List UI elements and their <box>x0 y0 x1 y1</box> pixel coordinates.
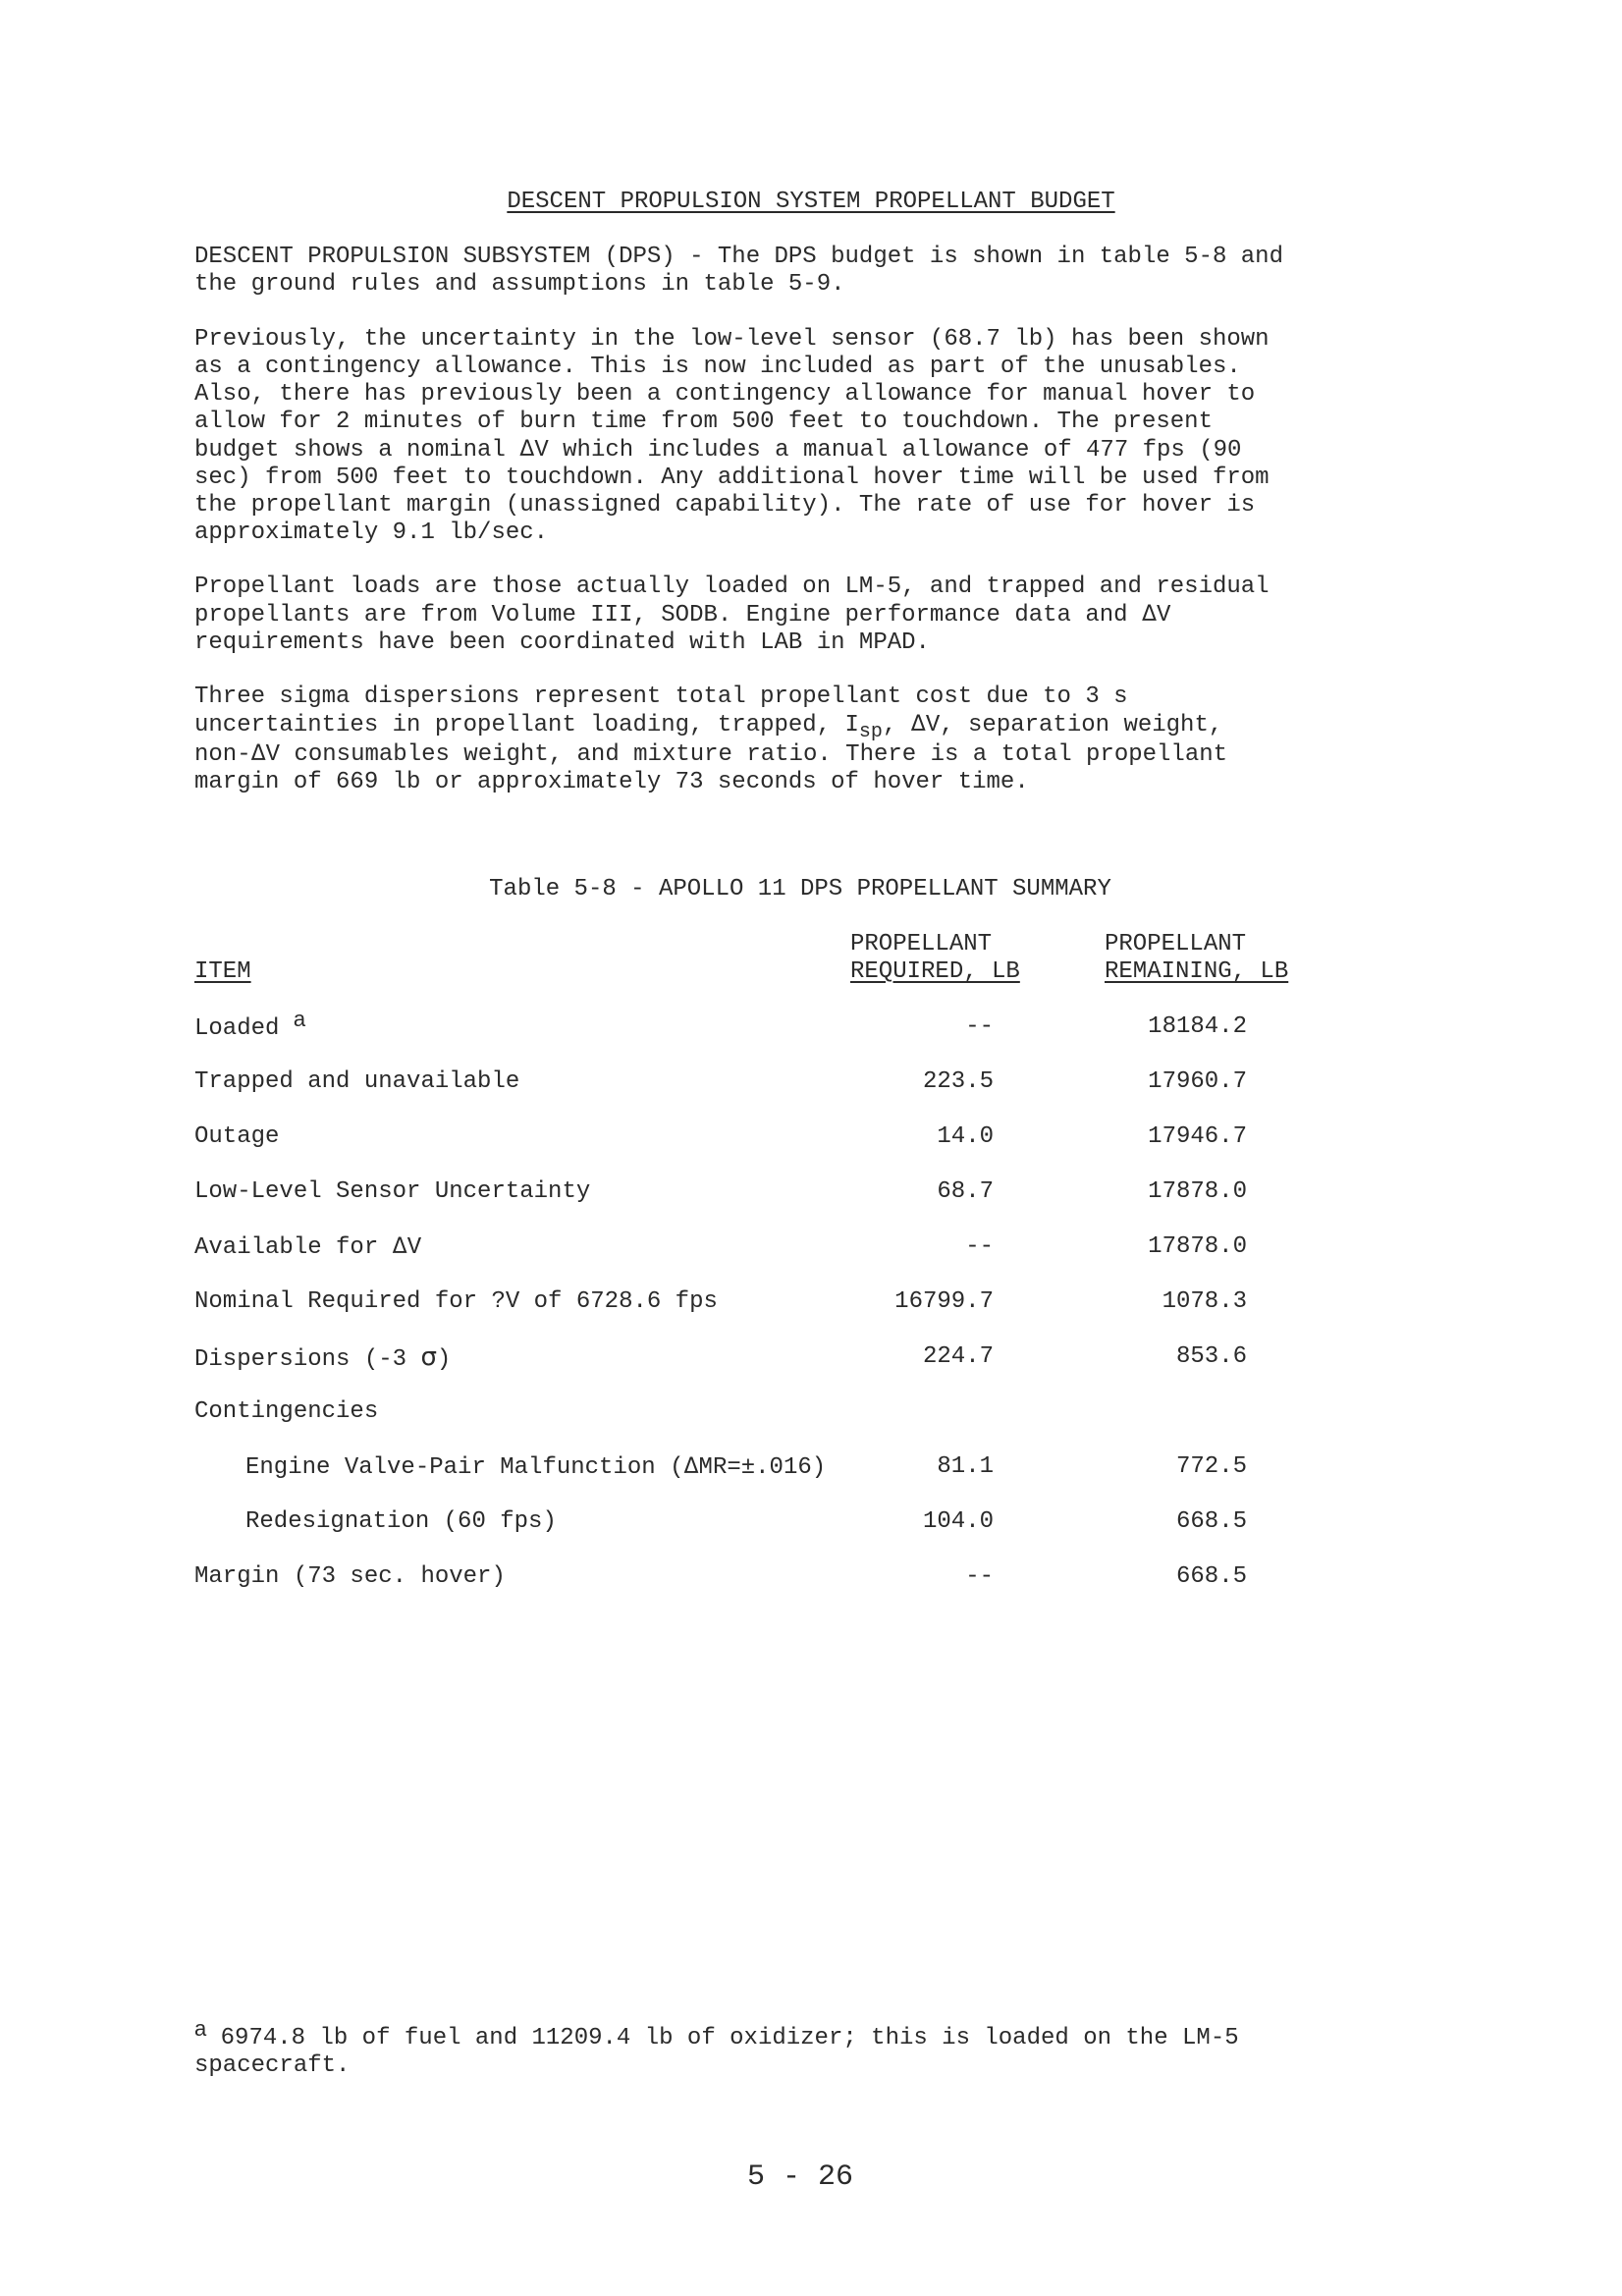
row-required: -- <box>965 1563 994 1590</box>
row-remaining: 17878.0 <box>1148 1178 1247 1205</box>
row-remaining: 1078.3 <box>1162 1288 1247 1315</box>
paragraph-line: non- <box>194 741 251 768</box>
row-required: 104.0 <box>922 1508 994 1535</box>
paragraph-line: the propellant margin (unassigned capability). The rate of use for hover is <box>194 492 1256 519</box>
footnote-line: 6974.8 lb of fuel and 11209.4 lb of oxidizer; this is loaded on the LM-5 <box>206 2025 1239 2051</box>
paragraph-line: V consumables weight, and mixture ratio. There is a total propellant <box>265 741 1228 768</box>
paragraph-line: Previously, the uncertainty in the low-level sensor (68.7 lb) has been shown <box>194 326 1270 353</box>
paragraph-dps-intro <box>194 244 1471 299</box>
header-item-label: ITEM <box>194 958 251 985</box>
paragraph-line: V which includes a manual allowance of 477 fps (90 <box>534 437 1242 464</box>
row-remaining: 18184.2 <box>1148 1013 1247 1040</box>
header-required-line1: PROPELLANT <box>850 931 993 957</box>
footnote-ref: a <box>293 1007 306 1031</box>
delta-symbol: Δ <box>683 1454 699 1479</box>
row-required: 224.7 <box>922 1343 994 1370</box>
paragraph-line: Three sigma dispersions represent total propellant cost due to 3 s <box>194 683 1128 710</box>
paragraph-line: allow for 2 minutes of burn time from 500 feet to touchdown. The present <box>194 409 1213 435</box>
paragraph-line: Also, there has previously been a contingency allowance for manual hover to <box>194 381 1256 408</box>
table-row <box>0 1508 1622 1538</box>
row-item: Trapped and unavailable <box>194 1068 520 1095</box>
page-heading <box>0 189 1622 216</box>
row-item-text: Available for <box>194 1234 393 1261</box>
paragraph-propellant-loads <box>194 574 1471 657</box>
footnote-mark: a <box>194 2016 207 2041</box>
paragraph-line: uncertainties in propellant loading, trapped, I <box>194 712 859 738</box>
row-required: 14.0 <box>937 1123 994 1150</box>
row-remaining: 17946.7 <box>1148 1123 1247 1150</box>
row-required: 16799.7 <box>894 1288 994 1315</box>
paragraph-line: , <box>882 712 911 738</box>
row-item <box>245 1453 826 1482</box>
row-item: Low-Level Sensor Uncertainty <box>194 1178 591 1205</box>
row-item-text: ) <box>436 1346 452 1373</box>
table-row <box>0 1343 1622 1373</box>
row-item: Outage <box>194 1123 280 1150</box>
table-row <box>0 1288 1622 1318</box>
row-item <box>194 1007 306 1043</box>
table-row <box>0 1233 1622 1263</box>
row-remaining: 668.5 <box>1175 1563 1247 1590</box>
paragraph-line: V <box>1157 602 1171 629</box>
header-remaining-line1: PROPELLANT <box>1105 931 1247 957</box>
paragraph-line: approximately 9.1 lb/sec. <box>194 519 549 546</box>
header-required-line2: REQUIRED, LB <box>850 958 1020 985</box>
row-item: Contingencies <box>194 1398 379 1425</box>
row-item: Margin (73 sec. hover) <box>194 1563 506 1590</box>
row-required: 223.5 <box>922 1068 994 1095</box>
isp-subscript: sp <box>858 721 883 743</box>
delta-symbol: Δ <box>392 1234 407 1259</box>
row-required: -- <box>965 1013 994 1040</box>
row-remaining: 668.5 <box>1175 1508 1247 1535</box>
header-remaining-line2: REMAINING, LB <box>1105 958 1289 985</box>
row-item-text: V <box>406 1234 422 1261</box>
table-row <box>0 1068 1622 1098</box>
row-remaining: 17878.0 <box>1148 1233 1247 1260</box>
paragraph-line: Propellant loads are those actually loaded on LM-5, and trapped and residual <box>194 574 1270 600</box>
table-row <box>0 1007 1622 1043</box>
delta-symbol: Δ <box>519 437 535 462</box>
sigma-symbol: σ <box>420 1342 437 1372</box>
row-required: 68.7 <box>937 1178 994 1205</box>
header-item <box>194 958 251 986</box>
row-remaining: 772.5 <box>1175 1453 1247 1480</box>
footnote <box>194 2016 1239 2080</box>
paragraph-line: V, separation weight, <box>925 712 1223 738</box>
row-item-text: MR=±.016) <box>698 1454 827 1481</box>
row-item-text: Dispersions (-3 <box>194 1346 421 1373</box>
table-caption: Table 5-8 - APOLLO 11 DPS PROPELLANT SUMMARY <box>489 876 1111 902</box>
delta-symbol: Δ <box>1141 602 1158 627</box>
row-item: Redesignation (60 fps) <box>245 1508 557 1535</box>
paragraph-line: requirements have been coordinated with LAB in MPAD. <box>194 629 930 656</box>
row-item <box>194 1233 421 1262</box>
row-required: -- <box>965 1233 994 1260</box>
page-heading-text: DESCENT PROPULSION SYSTEM PROPELLANT BUDGET <box>507 189 1115 215</box>
header-required <box>850 931 1020 986</box>
row-item <box>194 1343 451 1374</box>
paragraph-line: DESCENT PROPULSION SUBSYSTEM (DPS) - The DPS budget is shown in table 5-8 and <box>194 244 1283 270</box>
row-item: Nominal Required for ?V of 6728.6 fps <box>194 1288 718 1315</box>
page-number: 5 - 26 <box>746 2160 854 2194</box>
paragraph-line: sec) from 500 feet to touchdown. Any additional hover time will be used from <box>194 465 1270 491</box>
table-row <box>0 1398 1622 1428</box>
row-item-text: Loaded <box>194 1015 294 1042</box>
paragraph-line: the ground rules and assumptions in table 5-9. <box>194 271 845 298</box>
paragraph-dispersions <box>194 683 1471 796</box>
paragraph-line: as a contingency allowance. This is now included as part of the unusables. <box>194 354 1241 380</box>
table-row <box>0 1563 1622 1593</box>
header-remaining <box>1105 931 1288 986</box>
table-row <box>0 1453 1622 1483</box>
row-remaining: 17960.7 <box>1148 1068 1247 1095</box>
delta-symbol: Δ <box>910 712 926 737</box>
footnote-line: spacecraft. <box>194 2052 351 2079</box>
row-item-text: Engine Valve-Pair Malfunction ( <box>245 1454 684 1481</box>
paragraph-line: budget shows a nominal <box>194 437 520 464</box>
table-row <box>0 1178 1622 1208</box>
paragraph-sensor-uncertainty <box>194 326 1471 547</box>
delta-symbol: Δ <box>250 741 266 766</box>
row-remaining: 853.6 <box>1175 1343 1247 1370</box>
row-required: 81.1 <box>937 1453 994 1480</box>
paragraph-line: margin of 669 lb or approximately 73 seconds of hover time. <box>194 769 1029 795</box>
table-row <box>0 1123 1622 1153</box>
paragraph-line: propellants are from Volume III, SODB. Engine performance data and <box>194 602 1142 629</box>
